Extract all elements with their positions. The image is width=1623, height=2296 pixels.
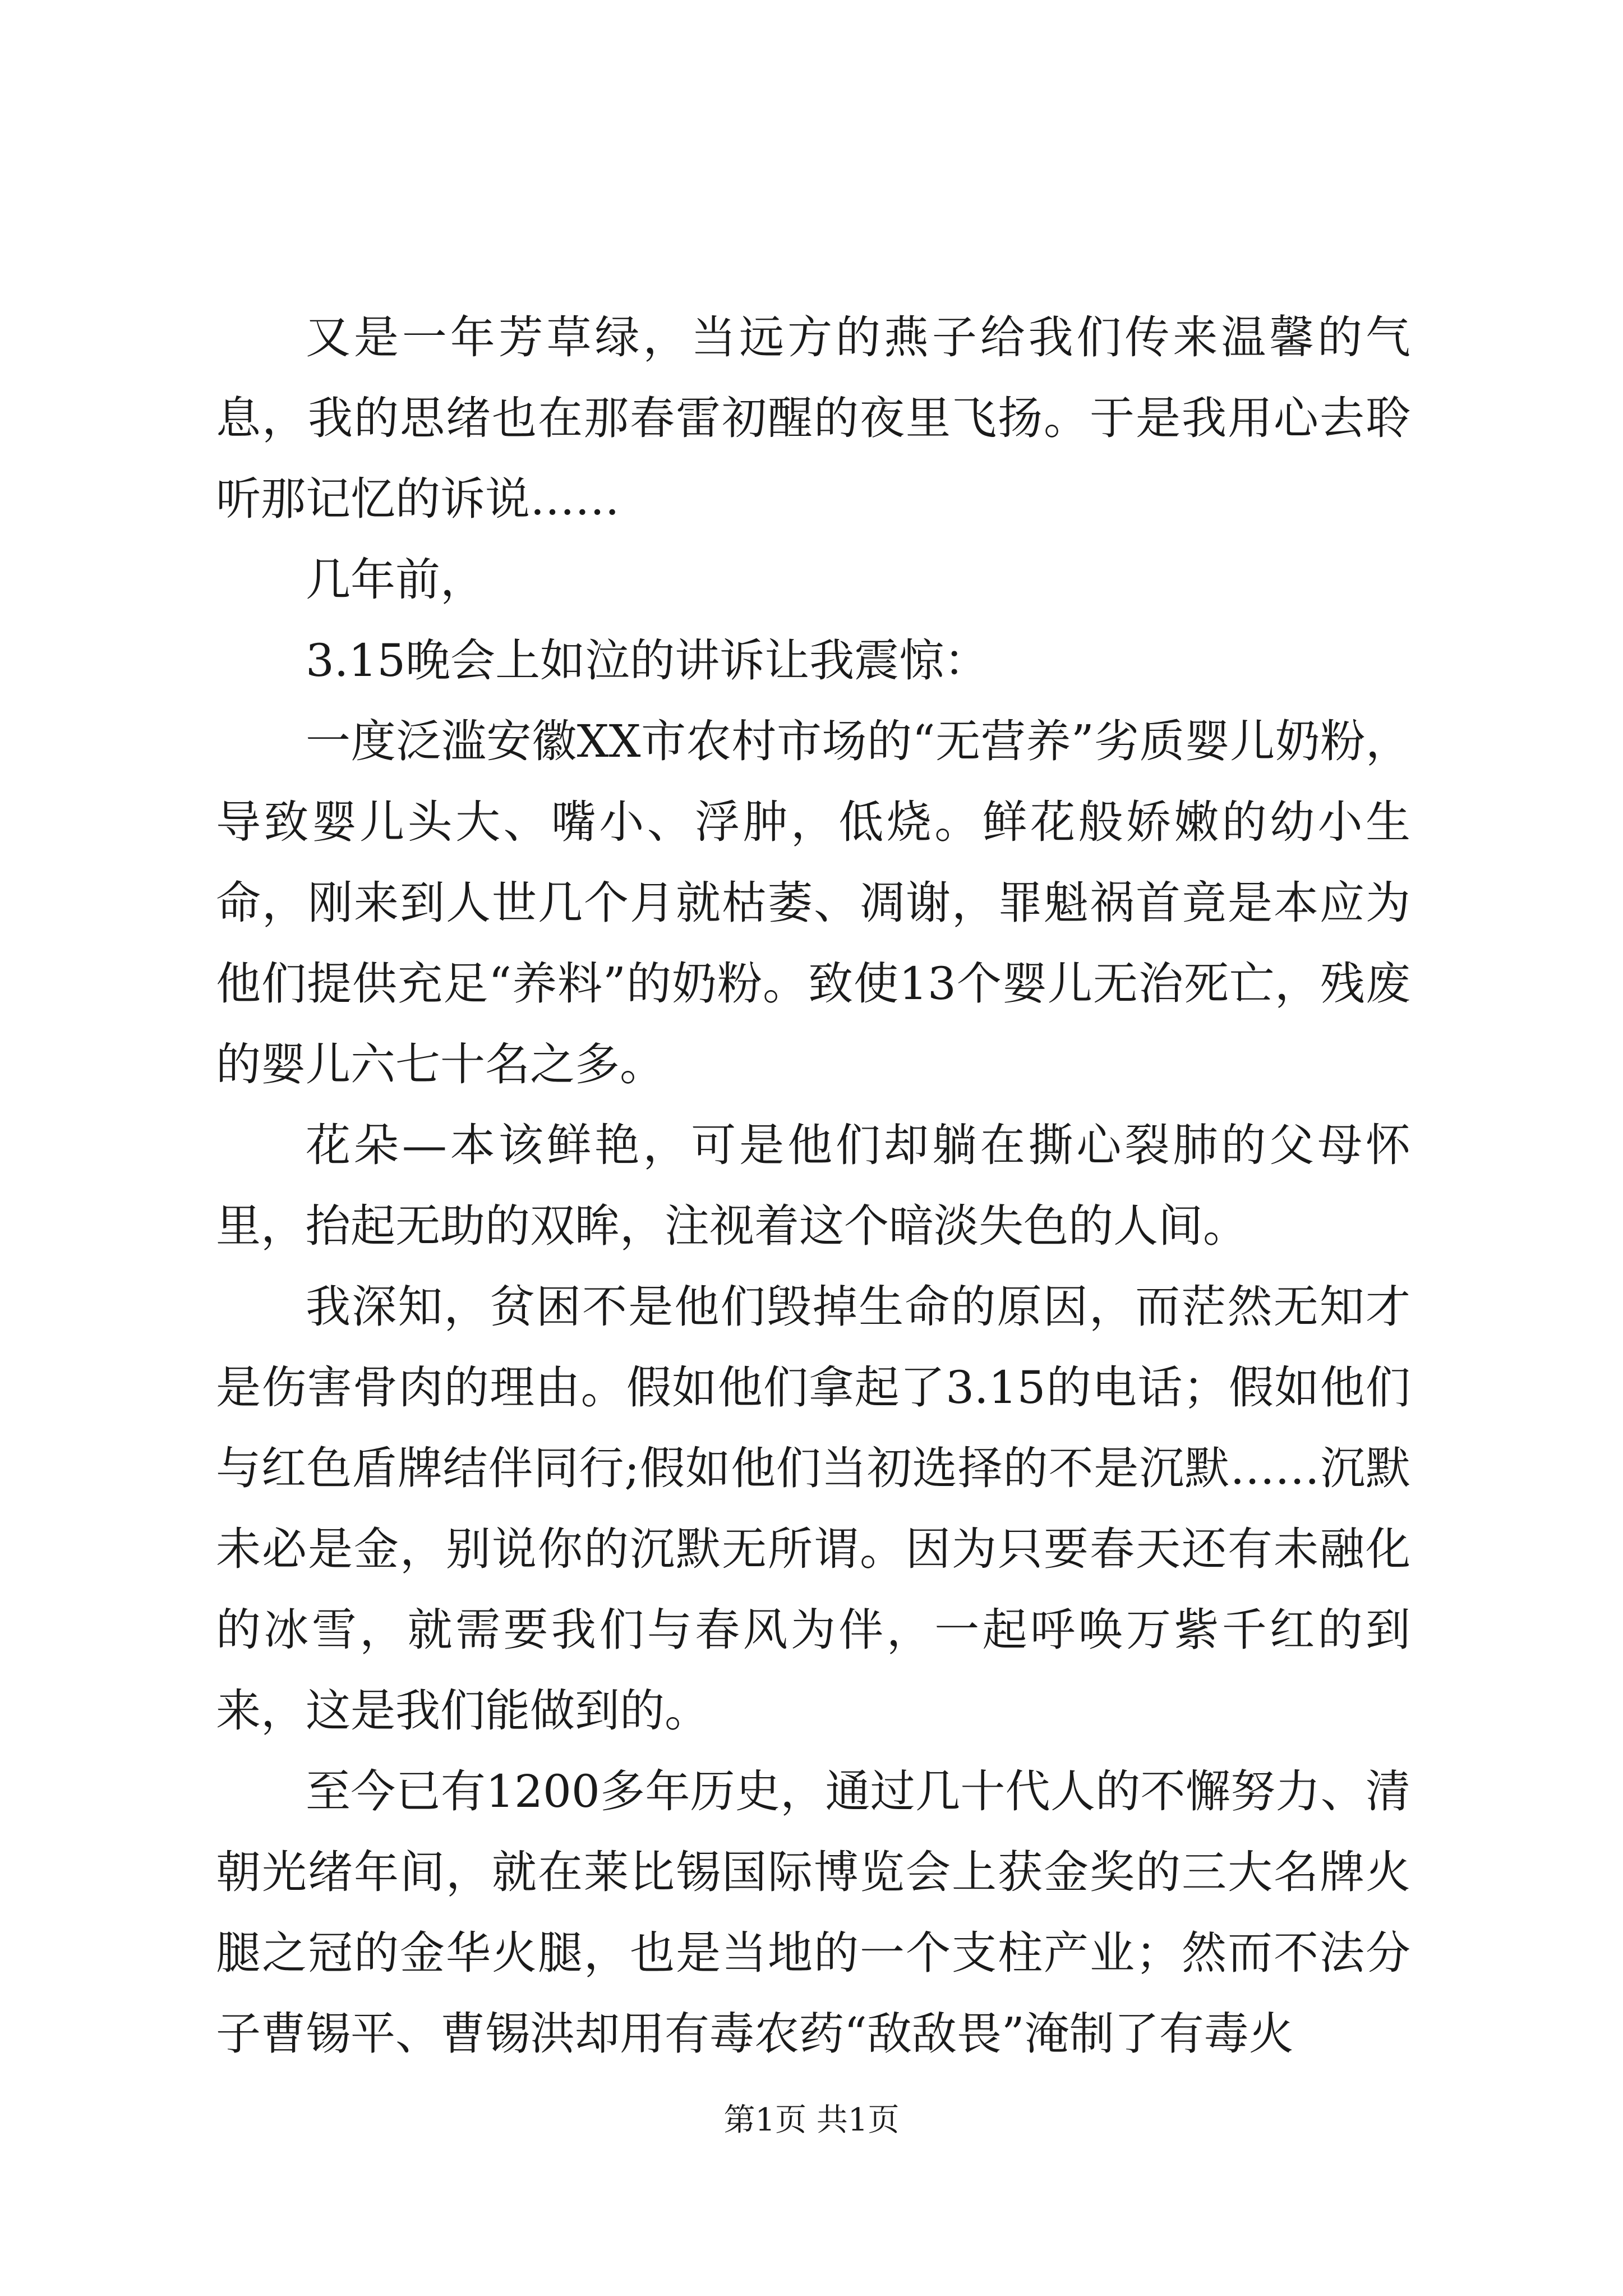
paragraph-3: 3.15晚会上如泣的讲诉让我震惊： (306, 634, 989, 687)
paragraph-5: 花朵—本该鲜艳，可是他们却躺在撕心裂肺的父母怀里，抬起无助的双眸，注视着这个暗淡失色的人间。 (216, 1119, 1410, 1252)
paragraph-2: 几年前， (306, 554, 485, 606)
paragraph-1: 又是一年芳草绿，当远方的燕子给我们传来温馨的气息，我的思绪也在那春雷初醒的夜里飞扬。于是我用心去聆听那记忆的诉说…… (216, 311, 1410, 525)
page-footer (0, 2101, 1623, 2140)
document-body (216, 297, 1410, 2074)
page-number-label: 第1页 共1页 (723, 2102, 900, 2138)
paragraph-7: 至今已有1200多年历史，通过几十代人的不懈努力、清朝光绪年间，就在莱比锡国际博览会上获金奖的三大名牌火腿之冠的金华火腿，也是当地的一个支柱产业；然而不法分子曹锡平、曹锡洪却用有毒农药“敌敌畏”淹制了有毒火 (216, 1765, 1410, 2060)
paragraph-6: 我深知，贫困不是他们毁掉生命的原因，而茫然无知才是伤害骨肉的理由。假如他们拿起了3.15的电话；假如他们与红色盾牌结伴同行;假如他们当初选择的不是沉默……沉默未必是金，别说你的沉默无所谓。因为只要春天还有未融化的冰雪，就需要我们与春风为伴，一起呼唤万紫千红的到来，这是我们能做到的。 (216, 1281, 1410, 1737)
paragraph-4: 一度泛滥安徽XX市农村市场的“无营养”劣质婴儿奶粉，导致婴儿头大、嘴小、浮肿，低烧。鲜花般娇嫩的幼小生命，刚来到人世几个月就枯萎、凋谢，罪魁祸首竟是本应为他们提供充足“养料”的奶粉。致使13个婴儿无治死亡，残废的婴儿六七十名之多。 (216, 715, 1410, 1091)
